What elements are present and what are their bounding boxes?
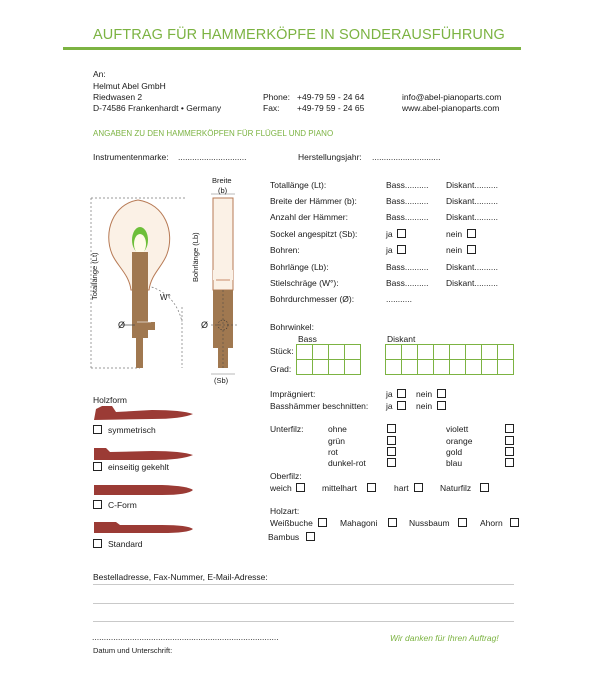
fax-label: Fax: [263,103,280,113]
bass-cut-nein-checkbox[interactable] [437,401,446,410]
molding-shape-symmetric [92,403,196,421]
address-street: Riedwasen 2 [93,92,143,102]
spec-label-bore: Bohren: [270,245,300,255]
topfelt-option: hart [394,483,409,493]
wood-type-option: Mahagoni [340,518,378,528]
manufacture-year-label: Herstellungsjahr: [298,152,362,162]
one-sided-label: einseitig gekehlt [108,462,169,472]
diskant-field[interactable]: Diskant.......... [446,212,498,222]
bass-field[interactable]: Bass.......... [386,262,429,272]
underfelt-option: ohne [328,424,347,434]
wood-mahagoni-checkbox[interactable] [388,518,397,527]
standard-checkbox[interactable] [93,539,102,548]
nein-label: nein [446,229,463,239]
order-address-label: Bestelladresse, Fax-Nummer, E-Mail-Adresse: [93,572,268,582]
title-rule [63,47,521,50]
underfelt-option: gold [446,447,463,457]
nein-label: nein [416,389,433,399]
bass-field[interactable]: Bass.......... [386,196,429,206]
impregnated-label: Imprägniert: [270,389,316,399]
spec-label-total-length: Totallänge (Lt): [270,180,327,190]
socket-label: (Sb) [214,376,229,385]
topfelt-naturfilz-checkbox[interactable] [480,483,489,492]
width-label: Breite [212,176,232,185]
topfelt-option: weich [270,483,292,493]
symmetric-label: symmetrisch [108,425,156,435]
spec-label-count: Anzahl der Hämmer: [270,212,348,222]
bore-angle-diskant: Diskant [387,334,416,344]
ja-label: ja [386,401,393,411]
section-heading: ANGABEN ZU DEN HAMMERKÖPFEN FÜR FLÜGEL UND PIANO [93,129,334,138]
underfelt-option: violett [446,424,469,434]
underfelt-gruen-checkbox[interactable] [387,436,396,445]
underfelt-ohne-checkbox[interactable] [387,424,396,433]
diskant-field[interactable]: Diskant.......... [446,180,498,190]
standard-label: Standard [108,539,143,549]
side-wood [213,290,233,368]
diskant-field[interactable]: Diskant.......... [446,262,498,272]
phone-label: Phone: [263,92,290,102]
c-form-checkbox[interactable] [93,500,102,509]
order-address-line-3[interactable] [93,621,514,622]
spec-label-socket: Sockel angespitzt (Sb): [270,229,358,239]
diameter-label-side: Ø [201,320,209,330]
address-company: Helmut Abel GmbH [93,81,166,91]
underfelt-orange-checkbox[interactable] [505,436,514,445]
bore-angle-degrees-label: Grad: [270,364,292,374]
fax-number: +49-79 59 - 24 65 [297,103,365,113]
bore-length-label: Bohrlänge (Lb) [191,232,200,282]
topfelt-weich-checkbox[interactable] [296,483,305,492]
impregnated-ja-checkbox[interactable] [397,389,406,398]
order-address-line-2[interactable] [93,603,514,604]
signature-label: Datum und Unterschrift: [93,646,173,655]
topfelt-option: Naturfilz [440,483,472,493]
molding-shape-standard [92,519,196,536]
underfelt-option: grün [328,436,346,446]
nein-label: nein [446,245,463,255]
bass-cut-ja-checkbox[interactable] [397,401,406,410]
wood-type-option: Ahorn [480,518,503,528]
symmetric-checkbox[interactable] [93,425,102,434]
topfelt-option: mittelhart [322,483,357,493]
ja-label: ja [386,245,393,255]
bass-angle-grid[interactable] [296,344,361,375]
phone-number: +49-79 59 - 24 64 [297,92,365,102]
wood-type-label: Holzart: [270,506,300,516]
holzform-label: Holzform [93,395,128,405]
underfelt-label: Unterfilz: [270,424,304,434]
underfelt-option: rot [328,447,338,457]
instrument-brand-label: Instrumentenmarke: [93,152,169,162]
underfelt-dunkelrot-checkbox[interactable] [387,458,396,467]
wood-nussbaum-checkbox[interactable] [458,518,467,527]
width-sub-label: (b) [218,186,228,195]
bass-field[interactable]: Bass.......... [386,212,429,222]
impregnated-nein-checkbox[interactable] [437,389,446,398]
diskant-field[interactable]: Diskant.......... [446,196,498,206]
order-address-line-1[interactable] [93,584,514,585]
socket-ja-checkbox[interactable] [397,229,406,238]
signature-field[interactable]: ............................................................................... [92,632,279,642]
page-title: AUFTRAG FÜR HAMMERKÖPFE IN SONDERAUSFÜHRUNG [93,27,505,43]
bass-cut-label: Basshämmer beschnitten: [270,401,369,411]
thanks-note: Wir danken für Ihren Auftrag! [390,633,499,643]
socket-nein-checkbox[interactable] [467,229,476,238]
wood-ahorn-checkbox[interactable] [510,518,519,527]
diskant-field[interactable]: Diskant.......... [446,278,498,288]
topfelt-hart-checkbox[interactable] [414,483,423,492]
nein-label: nein [416,401,433,411]
ja-label: ja [386,229,393,239]
angle-label: W° [160,293,171,302]
underfelt-rot-checkbox[interactable] [387,447,396,456]
bass-field[interactable]: Bass.......... [386,278,429,288]
bore-angle-bass: Bass [298,334,317,344]
spec-label-width: Breite der Hämmer (b): [270,196,357,206]
underfelt-violett-checkbox[interactable] [505,424,514,433]
hammer-diagram [85,172,255,392]
wood-type-option: Bambus [268,532,300,542]
address-city: D-74586 Frankenhardt • Germany [93,103,222,113]
bass-field[interactable]: Bass.......... [386,180,429,190]
instrument-brand-field[interactable]: ............................. [178,152,247,162]
spec-label-bore-diameter: Bohrdurchmesser (Ø): [270,294,355,304]
wood-weissbuche-checkbox[interactable] [318,518,327,527]
underfelt-blau-checkbox[interactable] [505,458,514,467]
c-form-label: C-Form [108,500,137,510]
topfelt-label: Oberfilz: [270,471,302,481]
email-link[interactable]: info@abel-pianoparts.com [402,92,502,102]
molding-shape-one-sided [92,444,196,462]
wood-type-option: Weißbuche [270,518,313,528]
bore-angle-pieces-label: Stück: [270,346,294,356]
topfelt-mittelhart-checkbox[interactable] [367,483,376,492]
wood-type-option: Nussbaum [409,518,450,528]
ja-label: ja [386,389,393,399]
underfelt-gold-checkbox[interactable] [505,447,514,456]
spec-label-shank-angle: Stielschräge (W°): [270,278,339,288]
bore-ja-checkbox[interactable] [397,245,406,254]
underfelt-option: blau [446,458,463,468]
diameter-label-front: Ø [118,320,126,330]
manufacture-year-field[interactable]: ............................. [372,152,441,162]
underfelt-option: dunkel-rot [328,458,366,468]
bore-angle-label: Bohrwinkel: [270,322,314,332]
bore-diameter-field[interactable]: ........... [386,294,412,304]
wood-bambus-checkbox[interactable] [306,532,315,541]
address-label: An: [93,69,106,79]
total-length-label: Totallänge (Lt) [90,252,99,300]
diskant-angle-grid[interactable] [385,344,514,375]
web-link[interactable]: www.abel-pianoparts.com [402,103,500,113]
bore-nein-checkbox[interactable] [467,245,476,254]
underfelt-option: orange [446,436,473,446]
molding-shape-c-form [92,482,196,498]
spec-label-bore-length: Bohrlänge (Lb): [270,262,329,272]
one-sided-checkbox[interactable] [93,462,102,471]
